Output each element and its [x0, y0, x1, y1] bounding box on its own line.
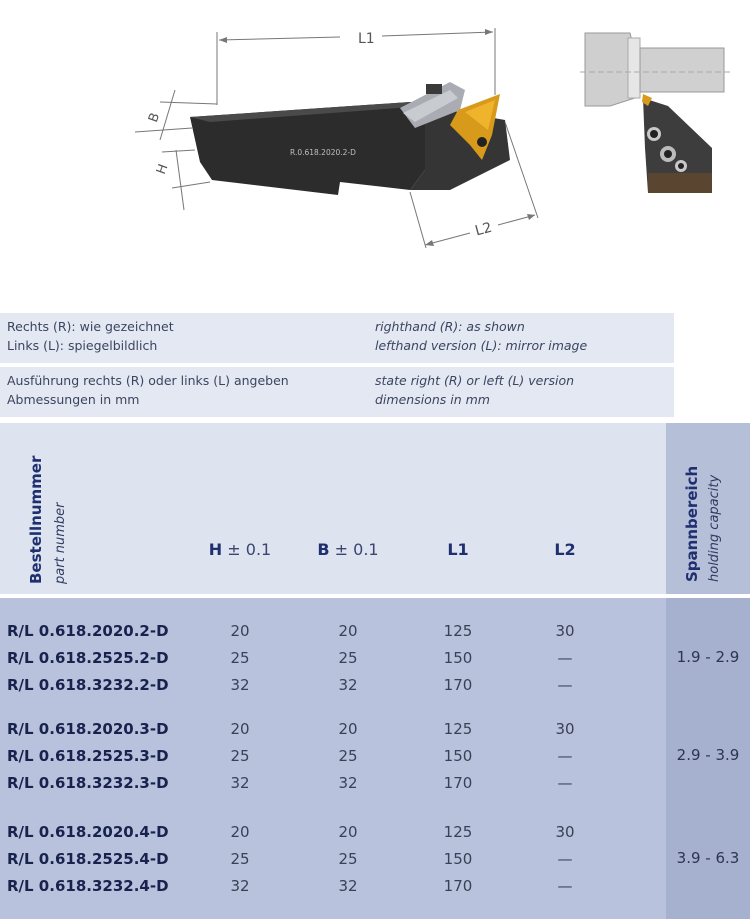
- part-number-cell: R/L 0.618.3232.4-D: [7, 877, 169, 895]
- l1-cell: 150: [443, 649, 473, 667]
- l2-cell: —: [557, 747, 573, 765]
- l1-cell: 170: [443, 774, 473, 792]
- b-label: B: [146, 110, 164, 125]
- note-de-line: Abmessungen in mm: [7, 392, 140, 407]
- column-header-b: B ± 0.1: [317, 540, 379, 559]
- note-en-line: dimensions in mm: [375, 392, 490, 407]
- l2-cell: —: [557, 877, 573, 895]
- l2-cell: —: [557, 850, 573, 868]
- part-number-heading: Bestellnummer: [27, 455, 45, 584]
- capacity-subheading: holding capacity: [707, 474, 722, 582]
- part-number-cell: R/L 0.618.3232.3-D: [7, 774, 169, 792]
- b-cell: 32: [338, 877, 358, 895]
- part-number-cell: R/L 0.618.2020.2-D: [7, 622, 169, 640]
- note-de-line: Rechts (R): wie gezeichnet: [7, 319, 174, 334]
- column-header-l2: L2: [554, 540, 576, 559]
- note-de-line: Links (L): spiegelbildlich: [7, 338, 158, 353]
- b-cell: 20: [338, 823, 358, 841]
- b-cell: 25: [338, 850, 358, 868]
- part-number-cell: R/L 0.618.3232.2-D: [7, 676, 169, 694]
- part-number-cell: R/L 0.618.2525.3-D: [7, 747, 169, 765]
- table-header: [0, 423, 666, 594]
- h-cell: 32: [230, 877, 250, 895]
- workpiece-detail-drawing: [580, 28, 730, 198]
- l1-cell: 125: [443, 622, 473, 640]
- column-header-l1: L1: [447, 540, 469, 559]
- l2-cell: 30: [555, 823, 575, 841]
- h-cell: 20: [230, 622, 250, 640]
- l1-label: L1: [358, 31, 375, 47]
- part-number-cell: R/L 0.618.2525.4-D: [7, 850, 169, 868]
- b-cell: 25: [338, 649, 358, 667]
- b-cell: 32: [338, 676, 358, 694]
- note-box-orientation: [0, 313, 674, 363]
- h-cell: 25: [230, 850, 250, 868]
- part-number-subheading: part number: [53, 502, 68, 584]
- note-de-line: Ausführung rechts (R) oder links (L) angeben: [7, 373, 289, 388]
- capacity-cell: 1.9 - 2.9: [676, 648, 740, 666]
- l1-cell: 125: [443, 823, 473, 841]
- l1-cell: 150: [443, 747, 473, 765]
- h-label: H: [154, 162, 172, 177]
- l1-cell: 170: [443, 877, 473, 895]
- part-number-cell: R/L 0.618.2020.4-D: [7, 823, 169, 841]
- l2-cell: —: [557, 774, 573, 792]
- note-en-line: state right (R) or left (L) version: [375, 373, 575, 388]
- part-number-cell: R/L 0.618.2020.3-D: [7, 720, 169, 738]
- note-box-ordering: [0, 367, 674, 417]
- note-en-line: righthand (R): as shown: [375, 319, 525, 334]
- capacity-heading: Spannbereich: [683, 465, 701, 582]
- h-cell: 20: [230, 823, 250, 841]
- b-cell: 32: [338, 774, 358, 792]
- b-cell: 20: [338, 720, 358, 738]
- l2-label: L2: [473, 219, 494, 240]
- l1-cell: 150: [443, 850, 473, 868]
- note-en-line: lefthand version (L): mirror image: [375, 338, 588, 353]
- part-number-cell: R/L 0.618.2525.2-D: [7, 649, 169, 667]
- l2-cell: —: [557, 649, 573, 667]
- h-cell: 25: [230, 747, 250, 765]
- tool-holder-drawing: [120, 10, 560, 270]
- column-header-h: H ± 0.1: [208, 540, 272, 559]
- engraving-text: R.0.618.2020.2-D: [290, 148, 356, 157]
- capacity-cell: 2.9 - 3.9: [676, 746, 740, 764]
- l1-cell: 170: [443, 676, 473, 694]
- b-cell: 20: [338, 622, 358, 640]
- h-cell: 32: [230, 676, 250, 694]
- h-cell: 32: [230, 774, 250, 792]
- capacity-cell: 3.9 - 6.3: [676, 849, 740, 867]
- l2-cell: 30: [555, 720, 575, 738]
- b-cell: 25: [338, 747, 358, 765]
- l2-cell: 30: [555, 622, 575, 640]
- h-cell: 20: [230, 720, 250, 738]
- l1-cell: 125: [443, 720, 473, 738]
- h-cell: 25: [230, 649, 250, 667]
- l2-cell: —: [557, 676, 573, 694]
